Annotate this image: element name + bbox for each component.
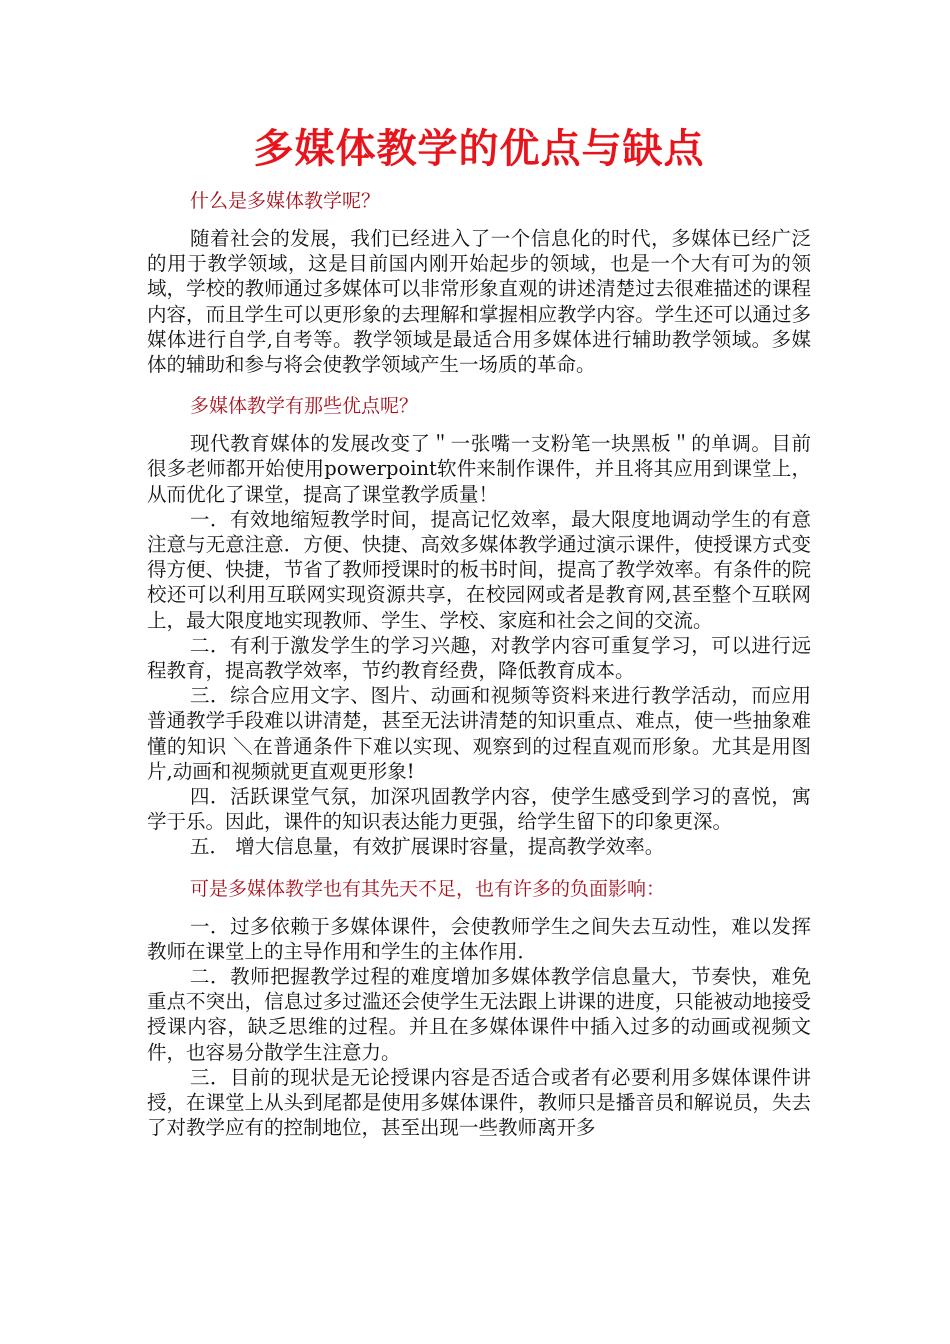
paragraph: 一．有效地缩短教学时间，提高记忆效率，最大限度地调动学生的有意注意与无意注意．方便、快捷、高效多媒体教学通过演示课件，使授课方式变得方便、快捷，节省了教师授课时的板书时间，提高了教学效率。有条件的院校还可以利用互联网实现资源共享，在校园网或者是教育网,甚至整个互联网上，最大限度地实现教师、学生、学校、家庭和社会之间的交流。 xyxy=(147,507,811,632)
paragraph: 三．综合应用文字、图片、动画和视频等资料来进行教学活动，而应用普通教学手段难以讲清楚，甚至无法讲清楚的知识重点、难点，使一些抽象难懂的知识 ＼在普通条件下难以实现、观察到的过程直观而形象。尤其是用图片,动画和视频就更直观更形象! xyxy=(147,684,811,783)
section-heading: 什么是多媒体教学呢？ xyxy=(190,190,381,212)
document-page xyxy=(147,120,811,1141)
paragraph: 二．有利于激发学生的学习兴趣，对教学内容可重复学习，可以进行远程教育，提高教学效率，节约教育经费，降低教育成本。 xyxy=(147,633,811,683)
paragraph: 三．目前的现状是无论授课内容是否适合或者有必要利用多媒体课件讲授，在课堂上从头到尾都是使用多媒体课件，教师只是播音员和解说员，失去了对教学应有的控制地位，甚至出现一些教师离开多 xyxy=(147,1065,811,1140)
document-title: 多媒体教学的优点与缺点 xyxy=(253,125,705,172)
section-heading: 多媒体教学有那些优点呢？ xyxy=(190,395,419,418)
section-disadvantages xyxy=(147,876,811,1141)
paragraph: 一．过多依赖于多媒体课件，会使教师学生之间失去互动性，难以发挥教师在课堂上的主导作用和学生的主体作用． xyxy=(147,914,811,963)
section-what-is xyxy=(147,188,811,377)
section-advantages xyxy=(147,393,811,859)
section-heading: 可是多媒体教学也有其先天不足，也有许多的负面影响： xyxy=(190,877,666,900)
paragraph: 五． 增大信息量，有效扩展课时容量，提高教学效率。 xyxy=(190,835,665,859)
paragraph: 四．活跃课堂气氛，加深巩固教学内容，使学生感受到学习的喜悦，寓学于乐。因此，课件的知识表达能力更强，给学生留下的印象更深。 xyxy=(147,785,811,834)
paragraph: 随着社会的发展，我们已经进入了一个信息化的时代，多媒体已经广泛的用于教学领域，这是目前国内刚开始起步的领域，也是一个大有可为的领域，学校的教师通过多媒体可以非常形象直观的讲述清楚过去很难描述的课程内容，而且学生可以更形象的去理解和掌握相应教学内容。学生还可以通过多媒体进行自学,自考等。教学领域是最适合用多媒体进行辅助教学领域。多媒体的辅助和参与将会使教学领域产生一场质的革命。 xyxy=(147,227,811,377)
paragraph: 二．教师把握教学过程的难度增加多媒体教学信息量大，节奏快，难免重点不突出，信息过多过滥还会使学生无法跟上讲课的进度，只能被动地接受授课内容，缺乏思维的过程。并且在多媒体课件中插入过多的动画或视频文件，也容易分散学生注意力。 xyxy=(147,965,811,1064)
paragraph: 现代教育媒体的发展改变了＂一张嘴一支粉笔一块黑板＂的单调。目前很多老师都开始使用powerpoint软件来制作课件，并且将其应用到课堂上，从而优化了课堂，提高了课堂教学质量！ xyxy=(147,432,811,506)
